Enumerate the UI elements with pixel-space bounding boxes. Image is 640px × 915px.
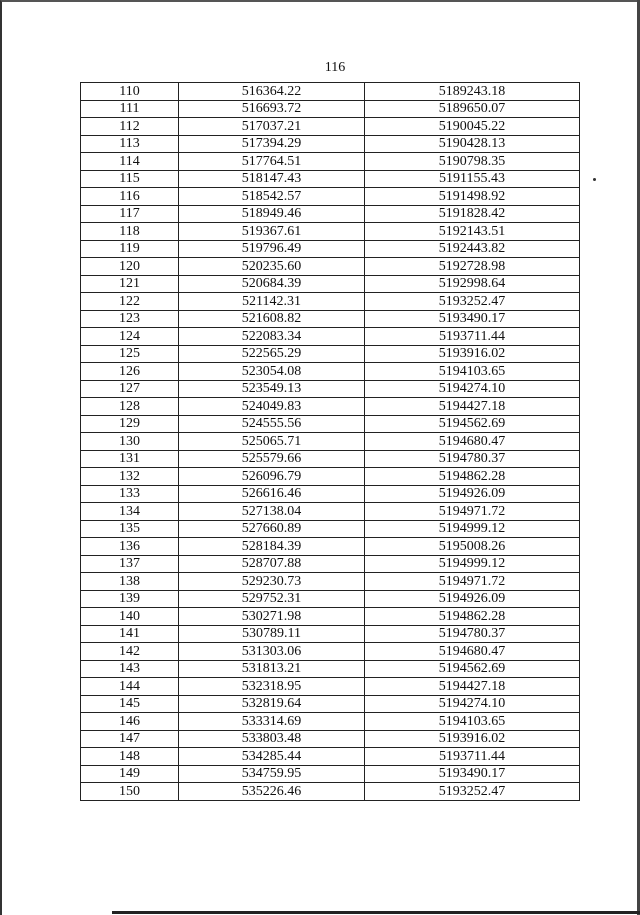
y-coordinate-cell: 5194562.69 <box>365 415 580 433</box>
y-coordinate-cell: 5194780.37 <box>365 450 580 468</box>
x-coordinate-cell: 523549.13 <box>179 380 365 398</box>
x-coordinate-cell: 528707.88 <box>179 555 365 573</box>
point-number-cell: 132 <box>81 468 179 486</box>
y-coordinate-cell: 5194680.47 <box>365 433 580 451</box>
table-row <box>81 450 580 468</box>
x-coordinate-cell: 532318.95 <box>179 678 365 696</box>
x-coordinate-cell: 522565.29 <box>179 345 365 363</box>
table-row <box>81 695 580 713</box>
point-number-cell: 117 <box>81 205 179 223</box>
y-coordinate-cell: 5194999.12 <box>365 520 580 538</box>
y-coordinate-cell: 5194926.09 <box>365 590 580 608</box>
y-coordinate-cell: 5192143.51 <box>365 223 580 241</box>
table-row <box>81 118 580 136</box>
point-number-cell: 121 <box>81 275 179 293</box>
y-coordinate-cell: 5193490.17 <box>365 765 580 783</box>
x-coordinate-cell: 533803.48 <box>179 730 365 748</box>
y-coordinate-cell: 5189650.07 <box>365 100 580 118</box>
table-row <box>81 380 580 398</box>
x-coordinate-cell: 520684.39 <box>179 275 365 293</box>
y-coordinate-cell: 5192998.64 <box>365 275 580 293</box>
x-coordinate-cell: 526096.79 <box>179 468 365 486</box>
y-coordinate-cell: 5194562.69 <box>365 660 580 678</box>
x-coordinate-cell: 529752.31 <box>179 590 365 608</box>
x-coordinate-cell: 527660.89 <box>179 520 365 538</box>
scan-edge-bottom <box>112 911 640 914</box>
x-coordinate-cell: 525065.71 <box>179 433 365 451</box>
x-coordinate-cell: 516693.72 <box>179 100 365 118</box>
y-coordinate-cell: 5194427.18 <box>365 678 580 696</box>
point-number-cell: 112 <box>81 118 179 136</box>
y-coordinate-cell: 5191155.43 <box>365 170 580 188</box>
y-coordinate-cell: 5193252.47 <box>365 293 580 311</box>
x-coordinate-cell: 527138.04 <box>179 503 365 521</box>
y-coordinate-cell: 5189243.18 <box>365 83 580 101</box>
point-number-cell: 123 <box>81 310 179 328</box>
table-row <box>81 310 580 328</box>
y-coordinate-cell: 5193252.47 <box>365 783 580 801</box>
point-number-cell: 127 <box>81 380 179 398</box>
x-coordinate-cell: 519796.49 <box>179 240 365 258</box>
table-row <box>81 625 580 643</box>
x-coordinate-cell: 531813.21 <box>179 660 365 678</box>
y-coordinate-cell: 5194862.28 <box>365 468 580 486</box>
point-number-cell: 143 <box>81 660 179 678</box>
point-number-cell: 141 <box>81 625 179 643</box>
point-number-cell: 146 <box>81 713 179 731</box>
x-coordinate-cell: 517394.29 <box>179 135 365 153</box>
y-coordinate-cell: 5194274.10 <box>365 380 580 398</box>
x-coordinate-cell: 520235.60 <box>179 258 365 276</box>
x-coordinate-cell: 528184.39 <box>179 538 365 556</box>
table-row <box>81 713 580 731</box>
point-number-cell: 122 <box>81 293 179 311</box>
y-coordinate-cell: 5193711.44 <box>365 328 580 346</box>
point-number-cell: 135 <box>81 520 179 538</box>
table-row <box>81 678 580 696</box>
table-row <box>81 660 580 678</box>
coordinate-table <box>80 82 580 801</box>
x-coordinate-cell: 524049.83 <box>179 398 365 416</box>
point-number-cell: 142 <box>81 643 179 661</box>
point-number-cell: 131 <box>81 450 179 468</box>
y-coordinate-cell: 5194999.12 <box>365 555 580 573</box>
table-row <box>81 293 580 311</box>
table-row <box>81 345 580 363</box>
point-number-cell: 138 <box>81 573 179 591</box>
table-row <box>81 503 580 521</box>
table-row <box>81 555 580 573</box>
point-number-cell: 113 <box>81 135 179 153</box>
y-coordinate-cell: 5193711.44 <box>365 748 580 766</box>
y-coordinate-cell: 5194427.18 <box>365 398 580 416</box>
table-row <box>81 398 580 416</box>
coordinate-table-body <box>81 83 580 801</box>
y-coordinate-cell: 5192443.82 <box>365 240 580 258</box>
point-number-cell: 144 <box>81 678 179 696</box>
point-number-cell: 147 <box>81 730 179 748</box>
x-coordinate-cell: 525579.66 <box>179 450 365 468</box>
point-number-cell: 120 <box>81 258 179 276</box>
table-row <box>81 240 580 258</box>
point-number-cell: 149 <box>81 765 179 783</box>
y-coordinate-cell: 5194103.65 <box>365 363 580 381</box>
point-number-cell: 139 <box>81 590 179 608</box>
y-coordinate-cell: 5194862.28 <box>365 608 580 626</box>
y-coordinate-cell: 5194926.09 <box>365 485 580 503</box>
table-row <box>81 170 580 188</box>
y-coordinate-cell: 5193490.17 <box>365 310 580 328</box>
x-coordinate-cell: 521142.31 <box>179 293 365 311</box>
x-coordinate-cell: 530789.11 <box>179 625 365 643</box>
y-coordinate-cell: 5190428.13 <box>365 135 580 153</box>
table-row <box>81 573 580 591</box>
table-row <box>81 468 580 486</box>
point-number-cell: 124 <box>81 328 179 346</box>
page-number: 116 <box>324 60 346 75</box>
y-coordinate-cell: 5191828.42 <box>365 205 580 223</box>
x-coordinate-cell: 518147.43 <box>179 170 365 188</box>
y-coordinate-cell: 5195008.26 <box>365 538 580 556</box>
x-coordinate-cell: 517037.21 <box>179 118 365 136</box>
table-row <box>81 275 580 293</box>
table-row <box>81 433 580 451</box>
table-row <box>81 415 580 433</box>
y-coordinate-cell: 5190045.22 <box>365 118 580 136</box>
point-number-cell: 128 <box>81 398 179 416</box>
point-number-cell: 126 <box>81 363 179 381</box>
x-coordinate-cell: 530271.98 <box>179 608 365 626</box>
table-row <box>81 608 580 626</box>
point-number-cell: 115 <box>81 170 179 188</box>
table-row <box>81 485 580 503</box>
y-coordinate-cell: 5190798.35 <box>365 153 580 171</box>
table-row <box>81 765 580 783</box>
point-number-cell: 134 <box>81 503 179 521</box>
table-row <box>81 363 580 381</box>
x-coordinate-cell: 532819.64 <box>179 695 365 713</box>
x-coordinate-cell: 521608.82 <box>179 310 365 328</box>
table-row <box>81 258 580 276</box>
y-coordinate-cell: 5191498.92 <box>365 188 580 206</box>
table-row <box>81 83 580 101</box>
x-coordinate-cell: 533314.69 <box>179 713 365 731</box>
x-coordinate-cell: 535226.46 <box>179 783 365 801</box>
table-row <box>81 328 580 346</box>
x-coordinate-cell: 524555.56 <box>179 415 365 433</box>
y-coordinate-cell: 5194274.10 <box>365 695 580 713</box>
x-coordinate-cell: 518542.57 <box>179 188 365 206</box>
table-row <box>81 643 580 661</box>
table-row <box>81 783 580 801</box>
table-row <box>81 188 580 206</box>
x-coordinate-cell: 529230.73 <box>179 573 365 591</box>
x-coordinate-cell: 516364.22 <box>179 83 365 101</box>
point-number-cell: 116 <box>81 188 179 206</box>
x-coordinate-cell: 519367.61 <box>179 223 365 241</box>
point-number-cell: 136 <box>81 538 179 556</box>
x-coordinate-cell: 517764.51 <box>179 153 365 171</box>
table-row <box>81 538 580 556</box>
y-coordinate-cell: 5194971.72 <box>365 573 580 591</box>
table-row <box>81 520 580 538</box>
y-coordinate-cell: 5194680.47 <box>365 643 580 661</box>
x-coordinate-cell: 526616.46 <box>179 485 365 503</box>
point-number-cell: 130 <box>81 433 179 451</box>
x-coordinate-cell: 534285.44 <box>179 748 365 766</box>
scan-speck <box>593 178 596 181</box>
table-row <box>81 135 580 153</box>
point-number-cell: 148 <box>81 748 179 766</box>
point-number-cell: 111 <box>81 100 179 118</box>
point-number-cell: 118 <box>81 223 179 241</box>
x-coordinate-cell: 534759.95 <box>179 765 365 783</box>
x-coordinate-cell: 523054.08 <box>179 363 365 381</box>
table-row <box>81 205 580 223</box>
point-number-cell: 137 <box>81 555 179 573</box>
table-row <box>81 100 580 118</box>
point-number-cell: 110 <box>81 83 179 101</box>
table-row <box>81 730 580 748</box>
y-coordinate-cell: 5193916.02 <box>365 730 580 748</box>
point-number-cell: 125 <box>81 345 179 363</box>
table-row <box>81 590 580 608</box>
table-row <box>81 223 580 241</box>
point-number-cell: 129 <box>81 415 179 433</box>
x-coordinate-cell: 531303.06 <box>179 643 365 661</box>
y-coordinate-cell: 5194103.65 <box>365 713 580 731</box>
table-row <box>81 748 580 766</box>
point-number-cell: 145 <box>81 695 179 713</box>
point-number-cell: 114 <box>81 153 179 171</box>
y-coordinate-cell: 5192728.98 <box>365 258 580 276</box>
y-coordinate-cell: 5194971.72 <box>365 503 580 521</box>
point-number-cell: 119 <box>81 240 179 258</box>
x-coordinate-cell: 518949.46 <box>179 205 365 223</box>
table-row <box>81 153 580 171</box>
point-number-cell: 133 <box>81 485 179 503</box>
y-coordinate-cell: 5193916.02 <box>365 345 580 363</box>
x-coordinate-cell: 522083.34 <box>179 328 365 346</box>
point-number-cell: 150 <box>81 783 179 801</box>
y-coordinate-cell: 5194780.37 <box>365 625 580 643</box>
point-number-cell: 140 <box>81 608 179 626</box>
